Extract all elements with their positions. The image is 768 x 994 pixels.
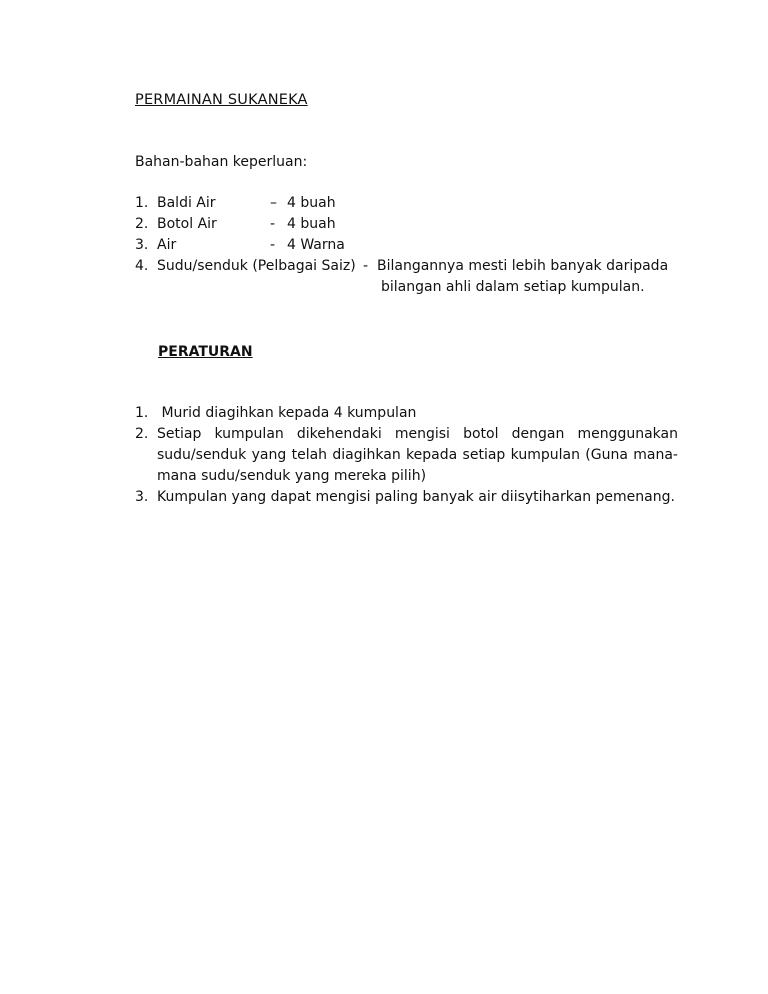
material-name: Sudu/senduk (Pelbagai Saiz) bbox=[157, 258, 356, 274]
material-name: Air bbox=[157, 237, 177, 253]
material-quantity-continued: bilangan ahli dalam setiap kumpulan. bbox=[381, 279, 645, 295]
rule-text: Kumpulan yang dapat mengisi paling banyak air diisytiharkan pemenang. bbox=[157, 489, 675, 505]
material-quantity: Bilangannya mesti lebih banyak daripada bbox=[377, 258, 669, 274]
material-number: 4. bbox=[135, 258, 149, 274]
material-quantity: 4 buah bbox=[287, 195, 336, 211]
rule-number: 1. bbox=[135, 405, 149, 421]
material-dash: - bbox=[270, 216, 276, 232]
material-number: 1. bbox=[135, 195, 149, 211]
material-dash: - bbox=[363, 258, 369, 274]
material-quantity: 4 buah bbox=[287, 216, 336, 232]
material-name: Baldi Air bbox=[157, 195, 216, 211]
rule-number: 3. bbox=[135, 489, 149, 505]
rule-item bbox=[135, 403, 678, 424]
material-dash: – bbox=[270, 195, 277, 211]
materials-intro: Bahan-bahan keperluan: bbox=[135, 154, 308, 170]
material-number: 3. bbox=[135, 237, 149, 253]
rule-text: Setiap kumpulan dikehendaki mengisi botol dengan menggunakan sudu/senduk yang telah diagihkan kepada setiap kumpulan (Guna mana-mana sudu/senduk yang mereka pilih) bbox=[157, 426, 678, 484]
document-title: PERMAINAN SUKANEKA bbox=[135, 92, 308, 108]
material-name: Botol Air bbox=[157, 216, 217, 232]
material-dash: - bbox=[270, 237, 276, 253]
material-number: 2. bbox=[135, 216, 149, 232]
rules-heading: PERATURAN bbox=[158, 344, 253, 360]
rule-item bbox=[135, 424, 678, 487]
material-quantity: 4 Warna bbox=[287, 237, 345, 253]
rule-text: Murid diagihkan kepada 4 kumpulan bbox=[157, 405, 417, 421]
rule-number: 2. bbox=[135, 426, 149, 442]
rule-item bbox=[135, 487, 678, 508]
